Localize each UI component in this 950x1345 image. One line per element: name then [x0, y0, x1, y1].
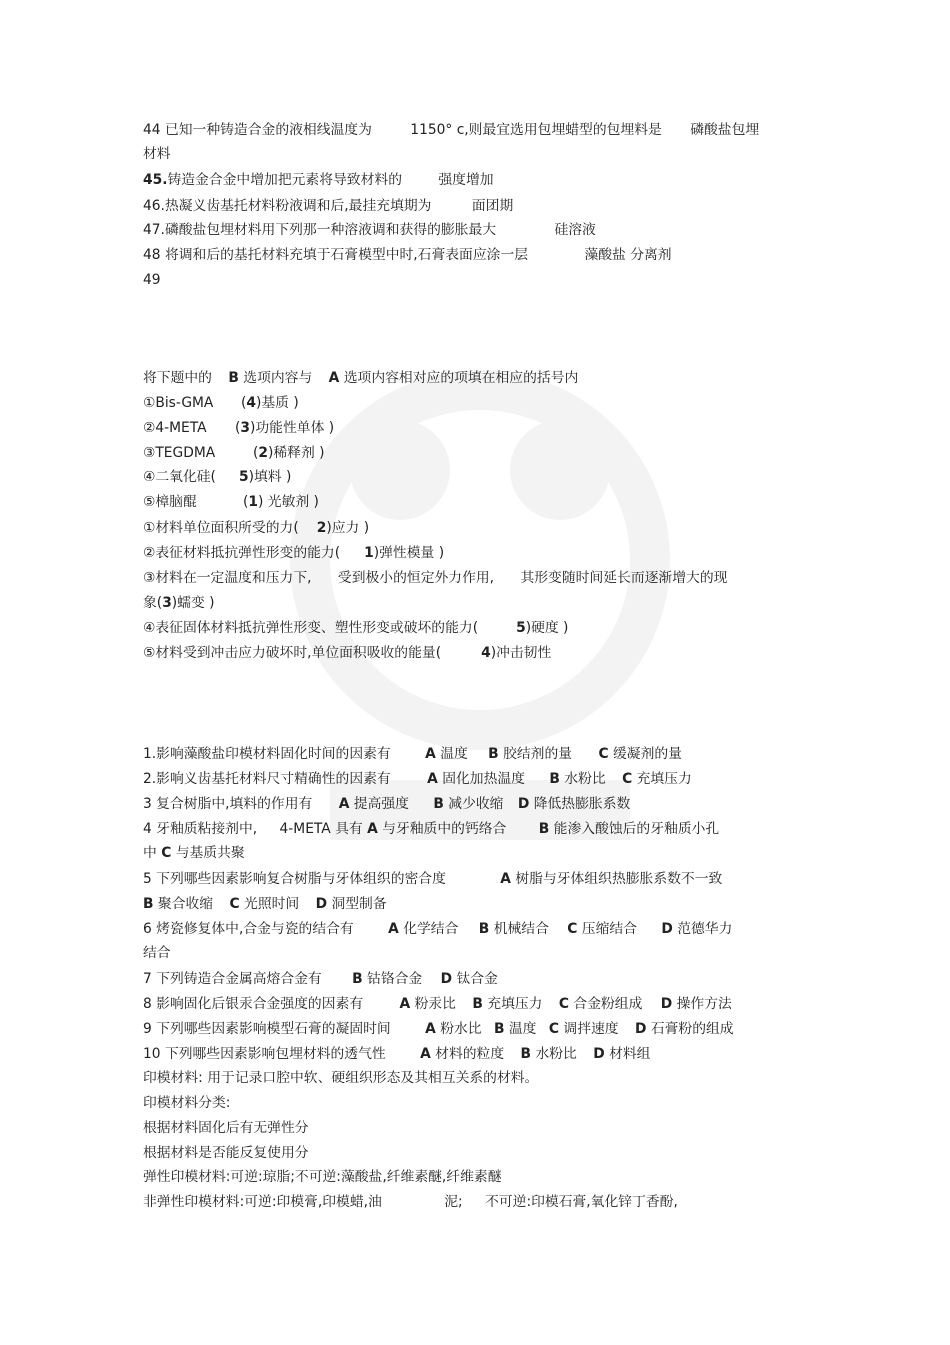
mc-question-4-cont: 中 C 与基质共聚: [143, 845, 245, 861]
mc-question-5: 5 下列哪些因素影响复合树脂与牙体组织的密合度 A 树脂与牙体组织热膨胀系数不一致: [143, 871, 723, 887]
matching-set2-item: ③材料在一定温度和压力下, 受到极小的恒定外力作用, 其形变随时间延长而逐渐增大的现: [143, 570, 728, 586]
matching-instructions: 将下题中的 B 选项内容与 A 选项内容相对应的项填在相应的括号内: [143, 370, 579, 386]
mc-question-9: 9 下列哪些因素影响模型石膏的凝固时间 A 粉水比 B 温度 C 调拌速度 D 石膏粉的组成: [143, 1021, 734, 1037]
note-line: 印模材料分类:: [143, 1095, 231, 1111]
note-line: 印模材料: 用于记录口腔中软、硬组织形态及其相互关系的材料。: [143, 1070, 539, 1086]
note-line: 弹性印模材料:可逆:琼脂;不可逆:藻酸盐,纤维素醚,纤维素醚: [143, 1169, 502, 1185]
question-44-cont: 材料: [143, 146, 171, 162]
matching-set1-item: ③TEGDMA (2)稀释剂 ): [143, 445, 325, 461]
matching-set2-item: ②表征材料抵抗弹性形变的能力( 1)弹性模量 ): [143, 545, 445, 561]
matching-set1-item: ②4-META (3)功能性单体 ): [143, 420, 335, 436]
question-45: 45.铸造金合金中增加把元素将导致材料的 强度增加: [143, 172, 494, 188]
matching-set1-item: ⑤樟脑醌 (1) 光敏剂 ): [143, 494, 319, 510]
matching-set2-item-cont: 象(3)蠕变 ): [143, 595, 215, 611]
mc-question-3: 3 复合树脂中,填料的作用有 A 提高强度 B 减少收缩 D 降低热膨胀系数: [143, 796, 631, 812]
matching-set2-item: ①材料单位面积所受的力( 2)应力 ): [143, 520, 370, 536]
mc-question-5-cont: B 聚合收缩 C 光照时间 D 洞型制备: [143, 896, 387, 912]
question-48: 48 将调和后的基托材料充填于石膏模型中时,石膏表面应涂一层 藻酸盐 分离剂: [143, 247, 672, 263]
note-line: 根据材料固化后有无弹性分: [143, 1120, 309, 1136]
mc-question-2: 2.影响义齿基托材料尺寸精确性的因素有 A 固化加热温度 B 水粉比 C 充填压力: [143, 771, 692, 787]
question-47: 47.磷酸盐包埋材料用下列那一种溶液调和获得的膨胀最大 硅溶液: [143, 222, 596, 238]
mc-question-1: 1.影响藻酸盐印模材料固化时间的因素有 A 温度 B 胶结剂的量 C 缓凝剂的量: [143, 746, 682, 762]
mc-question-8: 8 影响固化后银汞合金强度的因素有 A 粉汞比 B 充填压力 C 合金粉组成 D 操作方法: [143, 996, 732, 1012]
matching-set2-item: ⑤材料受到冲击应力破坏时,单位面积吸收的能量( 4)冲击韧性: [143, 645, 552, 661]
mc-question-7: 7 下列铸造合金属高熔合金有 B 钴铬合金 D 钛合金: [143, 971, 498, 987]
question-49: 49: [143, 272, 161, 288]
matching-set1-item: ①Bis-GMA (4)基质 ): [143, 395, 299, 411]
note-line: 非弹性印模材料:可逆:印模膏,印模蜡,油 泥; 不可逆:印模石膏,氧化锌丁香酚,: [143, 1194, 678, 1210]
note-line: 根据材料是否能反复使用分: [143, 1145, 309, 1161]
question-46: 46.热凝义齿基托材料粉液调和后,最挂充填期为 面团期: [143, 198, 514, 214]
mc-question-4: 4 牙釉质粘接剂中, 4-META 具有 A 与牙釉质中的钙络合 B 能渗入酸蚀后的牙釉质小孔: [143, 821, 720, 837]
mc-question-6: 6 烤瓷修复体中,合金与瓷的结合有 A 化学结合 B 机械结合 C 压缩结合 D 范德华力: [143, 921, 733, 937]
question-44: 44 已知一种铸造合金的液相线温度为 1150° c,则最宜选用包埋蜡型的包埋料是 磷酸盐包埋: [143, 122, 760, 138]
matching-set1-item: ④二氧化硅( 5)填料 ): [143, 469, 292, 485]
mc-question-6-cont: 结合: [143, 945, 171, 961]
matching-set2-item: ④表征固体材料抵抗弹性形变、塑性形变或破坏的能力( 5)硬度 ): [143, 620, 569, 636]
mc-question-10: 10 下列哪些因素影响包埋材料的透气性 A 材料的粒度 B 水粉比 D 材料组: [143, 1046, 651, 1062]
